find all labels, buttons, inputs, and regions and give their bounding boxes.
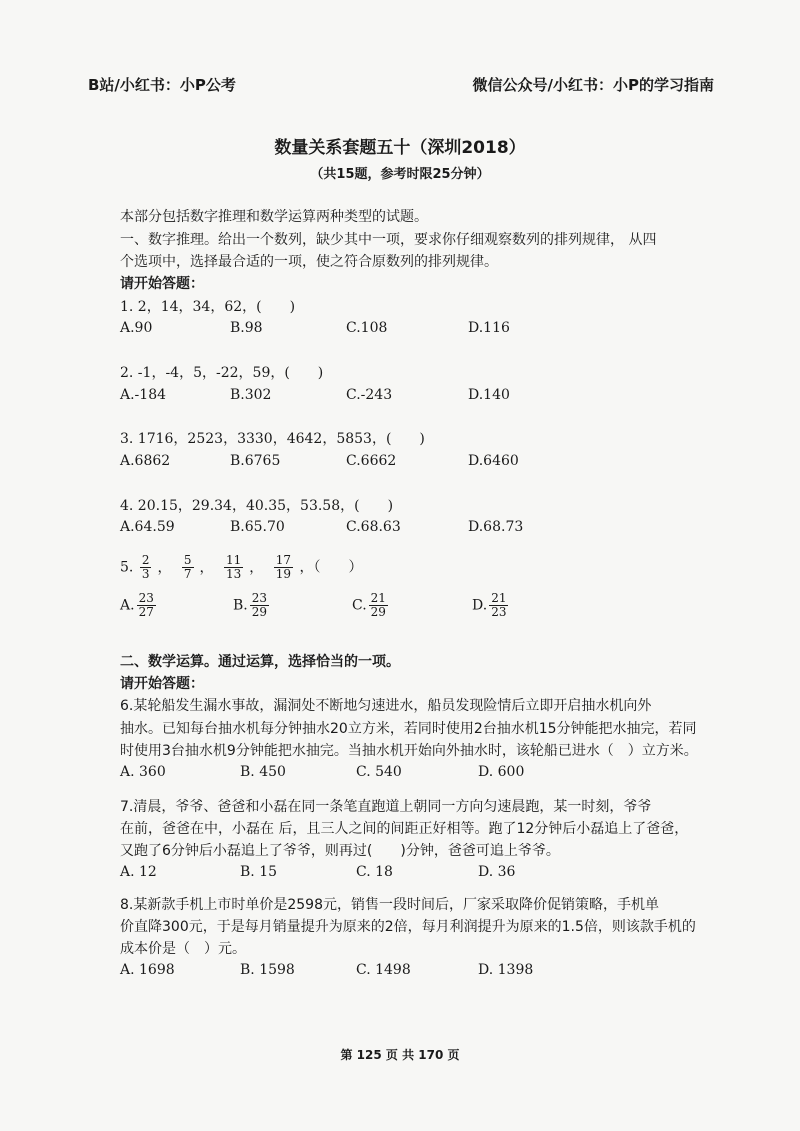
option: A. 1698 xyxy=(120,962,175,978)
option: C. 540 xyxy=(356,764,402,780)
numerator: 11 xyxy=(226,553,242,567)
option: C. 1498 xyxy=(356,962,411,978)
header-right: 微信公众号/小红书：小P的学习指南 xyxy=(472,76,714,94)
option: A.6862 xyxy=(120,453,171,469)
separator: ， xyxy=(157,559,172,576)
option: B. 450 xyxy=(240,764,286,780)
page-title: 数量关系套题五十（深圳2018） xyxy=(274,138,526,158)
denominator: 3 xyxy=(141,567,150,581)
denominator: 13 xyxy=(226,567,242,581)
page-footer: 第 125 页 共 170 页 xyxy=(340,1048,460,1062)
denominator: 29 xyxy=(370,605,386,619)
question-number: 5. xyxy=(120,559,134,576)
section-heading: 二、数学运算。通过运算，选择恰当的一项。 xyxy=(120,654,400,670)
question-line: 7.清晨，爷爷、爸爸和小磊在同一条笔直跑道上朝同一方向匀速晨跑，某一时刻，爷爷 xyxy=(120,799,652,815)
option: C.6662 xyxy=(346,453,397,469)
option: B.6765 xyxy=(230,453,281,469)
separator: ， xyxy=(249,559,264,576)
numerator: 21 xyxy=(370,591,386,605)
option: C.-243 xyxy=(346,387,393,403)
numerator: 23 xyxy=(251,591,268,605)
fraction xyxy=(224,554,243,581)
question-line: 6.某轮船发生漏水事故，漏洞处不断地匀速进水，船员发现险情后立即开启抽水机向外 xyxy=(120,698,652,714)
option-label: C. xyxy=(352,597,367,614)
option: B.65.70 xyxy=(230,519,285,535)
intro-line: 本部分包括数字推理和数学运算两种类型的试题。 xyxy=(120,209,428,225)
option xyxy=(472,592,510,619)
question-stem: 2. -1，-4，5，-22，59，( ) xyxy=(120,365,324,381)
intro-line: 一、数字推理。给出一个数列，缺少其中一项，要求你仔细观察数列的排列规律， 从四 xyxy=(120,232,657,248)
separator: ， xyxy=(199,559,214,576)
option-label: B. xyxy=(233,597,248,614)
question-5-stem xyxy=(120,554,362,581)
fraction xyxy=(274,554,293,581)
fraction xyxy=(137,592,156,619)
numerator: 17 xyxy=(275,553,292,567)
option: C. 18 xyxy=(356,864,393,880)
option: D.140 xyxy=(468,387,510,403)
fraction xyxy=(489,592,508,619)
denominator: 29 xyxy=(251,605,268,619)
question-line: 又跑了6分钟后小磊追上了爷爷，则再过( )分钟，爸爸可追上爷爷。 xyxy=(120,843,560,859)
option xyxy=(352,592,390,619)
question-stem: 3. 1716，2523，3330，4642，5853，( ) xyxy=(120,431,425,447)
fraction xyxy=(140,554,152,581)
fraction xyxy=(369,592,388,619)
option: C.68.63 xyxy=(346,519,401,535)
question-line: 在前，爸爸在中，小磊在 后，且三人之间的间距正好相等。跑了12分钟后小磊追上了爸爸， xyxy=(120,821,689,837)
option: B. 1598 xyxy=(240,962,295,978)
denominator: 23 xyxy=(491,605,507,619)
start-label: 请开始答题： xyxy=(120,676,204,692)
option: D. 600 xyxy=(478,764,525,780)
intro-line: 个选项中，选择最合适的一项，使之符合原数列的排列规律。 xyxy=(120,254,498,270)
option-label: A. xyxy=(120,597,135,614)
option: A. 360 xyxy=(120,764,166,780)
option: D. 1398 xyxy=(478,962,534,978)
question-stem: 4. 20.15，29.34，40.35，53.58，( ) xyxy=(120,498,394,514)
start-label: 请开始答题： xyxy=(120,276,204,292)
option: A.-184 xyxy=(120,387,167,403)
question-line: 价直降300元，于是每月销量提升为原来的2倍，每月利润提升为原来的1.5倍，则该款手机的 xyxy=(120,919,696,935)
option: D.6460 xyxy=(468,453,519,469)
option: D.68.73 xyxy=(468,519,524,535)
question-line: 8.某新款手机上市时单价是2598元，销售一段时间后，厂家采取降价促销策略，手机单 xyxy=(120,897,659,913)
header-left: B站/小红书：小P公考 xyxy=(88,76,236,94)
question-stem: 1. 2，14，34，62，( ) xyxy=(120,299,296,315)
option: D.116 xyxy=(468,320,510,336)
numerator: 5 xyxy=(183,553,192,567)
question-line: 成本价是（ ）元。 xyxy=(120,941,246,957)
option: B.302 xyxy=(230,387,272,403)
option-label: D. xyxy=(472,597,488,614)
option: A.64.59 xyxy=(120,519,175,535)
option xyxy=(233,592,271,619)
option: D. 36 xyxy=(478,864,516,880)
question-line: 抽水。已知每台抽水机每分钟抽水20立方米，若同时使用2台抽水机15分钟能把水抽完，若同 xyxy=(120,721,697,737)
denominator: 19 xyxy=(275,567,292,581)
option: A.90 xyxy=(120,320,153,336)
denominator: 7 xyxy=(183,567,192,581)
option: B. 15 xyxy=(240,864,278,880)
numerator: 21 xyxy=(491,591,507,605)
fraction xyxy=(250,592,269,619)
option xyxy=(120,592,158,619)
numerator: 2 xyxy=(141,553,150,567)
option: A. 12 xyxy=(120,864,157,880)
fraction xyxy=(182,554,194,581)
option: B.98 xyxy=(230,320,263,336)
numerator: 23 xyxy=(138,591,154,605)
option: C.108 xyxy=(346,320,388,336)
question-line: 时使用3台抽水机9分钟能把水抽完。当抽水机开始向外抽水时，该轮船已进水（ ）立方米。 xyxy=(120,743,698,759)
denominator: 27 xyxy=(138,605,154,619)
blank: ，（ ） xyxy=(299,559,363,576)
page-subtitle: （共15题，参考时限25分钟） xyxy=(310,167,490,182)
